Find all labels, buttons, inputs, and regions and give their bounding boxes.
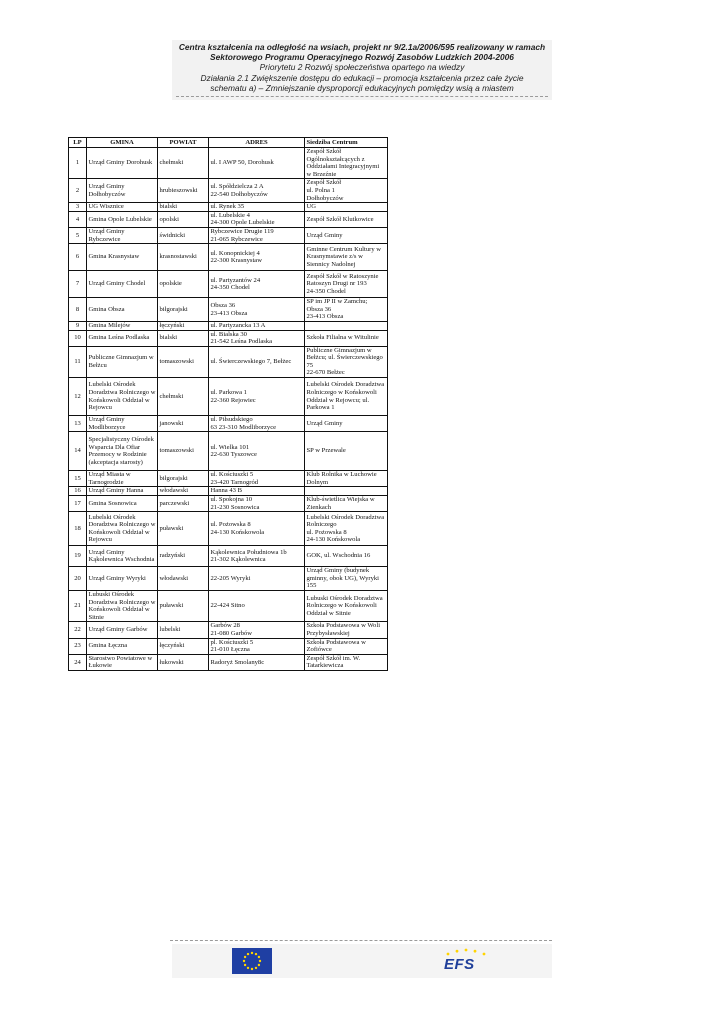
- column-header-lp: LP: [69, 138, 87, 148]
- cell-gmina: Gmina Opole Lubelskie: [87, 211, 158, 227]
- cell-siedziba: Szkoła Podstawowa w Woli Przybysławskiej: [305, 622, 388, 638]
- cell-siedziba: UG: [305, 203, 388, 212]
- cell-powiat: parczewski: [158, 496, 209, 512]
- cell-powiat: bialski: [158, 330, 209, 346]
- cell-powiat: włodawski: [158, 567, 209, 591]
- cell-siedziba: Szkoła Filialna w Witulinie: [305, 330, 388, 346]
- cell-powiat: puławski: [158, 591, 209, 622]
- cell-lp: 9: [69, 321, 87, 330]
- table-row: [69, 546, 388, 567]
- cell-gmina: Urząd Gminy Rybczewice: [87, 227, 158, 243]
- eu-star: [258, 964, 260, 966]
- table-row: [69, 496, 388, 512]
- efs-star: [474, 950, 477, 953]
- table-row: [69, 591, 388, 622]
- cell-gmina: Urząd Gminy Wyryki: [87, 567, 158, 591]
- cell-gmina: Gmina Milejów: [87, 321, 158, 330]
- cell-powiat: opolski: [158, 211, 209, 227]
- cell-siedziba: GOK, ul. Wschodnia 16: [305, 546, 388, 567]
- cell-adres: ul. Partyzantów 24 24-350 Chodel: [209, 271, 305, 298]
- efs-star: [483, 953, 486, 956]
- cell-adres: Rybczewice Drugie 119 21-065 Rybczewice: [209, 227, 305, 243]
- cell-gmina: Starostwo Powiatowe w Łukowie: [87, 654, 158, 670]
- column-header-siedziba: Siedziba Centrum: [305, 138, 388, 148]
- cell-powiat: włodawski: [158, 487, 209, 496]
- eu-star: [247, 967, 249, 969]
- cell-adres: ul. Parkowa 1 22-360 Rejowiec: [209, 378, 305, 416]
- cell-adres: Kąkolewnica Południowa 1b 21-302 Kąkolewnica: [209, 546, 305, 567]
- cell-siedziba: Zespół Szkół im. W. Tatarkiewicza: [305, 654, 388, 670]
- eu-star: [244, 964, 246, 966]
- cell-powiat: biłgorajski: [158, 298, 209, 322]
- cell-siedziba: Szkoła Podstawowa w Zofiówce: [305, 638, 388, 654]
- cell-gmina: Urząd Gminy Modliborzyce: [87, 416, 158, 432]
- table-row: [69, 330, 388, 346]
- cell-gmina: Publiczne Gimnazjum w Bełżcu: [87, 346, 158, 377]
- cell-siedziba: Klub Rolnika w Luchowie Dolnym: [305, 471, 388, 487]
- cell-siedziba: Lubelski Ośrodek Doradztwa Rolniczego ul. Pożowska 8 24-130 Końskowola: [305, 512, 388, 546]
- cell-gmina: Urząd Gminy Chodel: [87, 271, 158, 298]
- table-row: [69, 179, 388, 203]
- efs-logo: [440, 946, 492, 976]
- table-row: [69, 654, 388, 670]
- eu-star: [258, 956, 260, 958]
- column-header-adres: ADRES: [209, 138, 305, 148]
- cell-lp: 18: [69, 512, 87, 546]
- table-row: [69, 512, 388, 546]
- cell-lp: 2: [69, 179, 87, 203]
- table-row: [69, 321, 388, 330]
- cell-powiat: chełmski: [158, 378, 209, 416]
- footer-band: [172, 944, 552, 978]
- cell-adres: 22-205 Wyryki: [209, 567, 305, 591]
- cell-gmina: Urząd Gminy Dorohusk: [87, 148, 158, 179]
- cell-siedziba: Urząd Gminy: [305, 227, 388, 243]
- efs-logo-text: EFS: [444, 956, 475, 973]
- cell-powiat: krasnostawski: [158, 244, 209, 271]
- table-row: [69, 271, 388, 298]
- table-row: [69, 227, 388, 243]
- cell-siedziba: Zespół Szkół Ogólnokształcących z Oddziałami Integracyjnymi w Brzeźnie: [305, 148, 388, 179]
- table-row: [69, 211, 388, 227]
- cell-gmina: Lubelski Ośrodek Doradztwa Rolniczego w Końskowoli Oddział w Rejowcu: [87, 378, 158, 416]
- cell-adres: ul. Pożowska 8 24-130 Końskowola: [209, 512, 305, 546]
- cell-gmina: Urząd Gminy Kąkolewnica Wschodnia: [87, 546, 158, 567]
- cell-powiat: hrubieszowski: [158, 179, 209, 203]
- cell-gmina: Urząd Gminy Dołhobyczów: [87, 179, 158, 203]
- table-header-row: [69, 138, 388, 148]
- table-row: [69, 567, 388, 591]
- footer-divider: [170, 940, 552, 941]
- table-row: [69, 346, 388, 377]
- eu-star: [251, 968, 253, 970]
- header-divider: [176, 96, 548, 97]
- column-header-gmina: GMINA: [87, 138, 158, 148]
- cell-lp: 8: [69, 298, 87, 322]
- cell-lp: 11: [69, 346, 87, 377]
- cell-siedziba: Zespół Szkół ul. Polna 1 Dołhobyczów: [305, 179, 388, 203]
- cell-powiat: lubelski: [158, 622, 209, 638]
- cell-powiat: biłgorajski: [158, 471, 209, 487]
- cell-lp: 4: [69, 211, 87, 227]
- cell-lp: 13: [69, 416, 87, 432]
- cell-lp: 5: [69, 227, 87, 243]
- cell-lp: 12: [69, 378, 87, 416]
- cell-siedziba: SP im JP II w Zamchu; Obsza 36 23-413 Obsza: [305, 298, 388, 322]
- cell-lp: 22: [69, 622, 87, 638]
- header-line-5: schematu a) – Zmniejszanie dysproporcji edukacyjnych pomiędzy wsią a miastem: [210, 82, 514, 93]
- header-line-3: Priorytetu 2 Rozwój społeczeństwa opartego na wiedzy: [259, 62, 465, 73]
- eu-stars: [232, 948, 272, 974]
- table-row: [69, 432, 388, 471]
- cell-siedziba: Zespół Szkół Klutkowice: [305, 211, 388, 227]
- eu-star: [255, 967, 257, 969]
- cell-gmina: Urząd Gminy Hanna: [87, 487, 158, 496]
- cell-lp: 6: [69, 244, 87, 271]
- cell-adres: pl. Kościuszki 5 21-010 Łęczna: [209, 638, 305, 654]
- cell-adres: Hanna 43 B: [209, 487, 305, 496]
- cell-powiat: bialski: [158, 203, 209, 212]
- cell-powiat: puławski: [158, 512, 209, 546]
- eu-star: [244, 956, 246, 958]
- cell-adres: ul. Bialska 30 21-542 Leśna Podlaska: [209, 330, 305, 346]
- cell-siedziba: Gminne Centrum Kultury w Krasnymstawie z/s w Siennicy Nadolnej: [305, 244, 388, 271]
- cell-powiat: chełmski: [158, 148, 209, 179]
- centers-table: [68, 137, 388, 671]
- cell-gmina: UG Wisznice: [87, 203, 158, 212]
- table-row: [69, 244, 388, 271]
- cell-lp: 3: [69, 203, 87, 212]
- eu-flag-icon: [232, 948, 272, 974]
- cell-adres: ul. I AWP 50, Dorohusk: [209, 148, 305, 179]
- cell-powiat: radzyński: [158, 546, 209, 567]
- cell-gmina: Gmina Łęczna: [87, 638, 158, 654]
- cell-siedziba: Lubuski Ośrodek Doradztwa Rolniczego w Końskowoli Oddział w Sitnie: [305, 591, 388, 622]
- table-row: [69, 416, 388, 432]
- cell-gmina: Gmina Obsza: [87, 298, 158, 322]
- cell-siedziba: [305, 487, 388, 496]
- cell-lp: 10: [69, 330, 87, 346]
- eu-star: [247, 953, 249, 955]
- eu-star: [243, 960, 245, 962]
- cell-siedziba: Zespół Szkół w Ratoszynie Ratoszyn Drugi nr 193 24-350 Chodel: [305, 271, 388, 298]
- cell-adres: ul. Konopnickiej 4 22-300 Krasnystaw: [209, 244, 305, 271]
- eu-star: [259, 960, 261, 962]
- cell-gmina: Gmina Sosnowica: [87, 496, 158, 512]
- cell-lp: 17: [69, 496, 87, 512]
- cell-gmina: Gmina Leśna Podlaska: [87, 330, 158, 346]
- cell-adres: ul. Spółdzielcza 2 A 22-540 Dołhobyczów: [209, 179, 305, 203]
- cell-lp: 16: [69, 487, 87, 496]
- table-row: [69, 471, 388, 487]
- cell-adres: ul. Świerczewskiego 7, Bełżec: [209, 346, 305, 377]
- cell-lp: 24: [69, 654, 87, 670]
- cell-adres: Obsza 36 23-413 Obsza: [209, 298, 305, 322]
- cell-adres: Radoryż Smolany8c: [209, 654, 305, 670]
- cell-powiat: łukowski: [158, 654, 209, 670]
- cell-lp: 23: [69, 638, 87, 654]
- cell-adres: Garbów 28 21-080 Garbów: [209, 622, 305, 638]
- cell-adres: ul. Partyzancka 13 A: [209, 321, 305, 330]
- cell-adres: 22-424 Sitno: [209, 591, 305, 622]
- project-header: [172, 42, 552, 93]
- header-line-4: Działania 2.1 Zwiększenie dostępu do edukacji – promocja kształcenia przez całe życie: [200, 72, 524, 83]
- cell-gmina: Urząd Miasta w Tarnogrodzie: [87, 471, 158, 487]
- efs-star: [465, 949, 468, 952]
- cell-powiat: opolskie: [158, 271, 209, 298]
- cell-adres: ul. Lubelskie 4 24-300 Opole Lubelskie: [209, 211, 305, 227]
- cell-powiat: łęczyński: [158, 638, 209, 654]
- column-header-powiat: POWIAT: [158, 138, 209, 148]
- cell-adres: ul. Spokojna 10 21-230 Sosnowica: [209, 496, 305, 512]
- cell-powiat: tomaszowski: [158, 432, 209, 471]
- cell-powiat: łęczyński: [158, 321, 209, 330]
- eu-star: [251, 952, 253, 954]
- cell-siedziba: Publiczne Gimnazjum w Bełżcu; ul. Świerczewskiego 75 22-670 Bełżec: [305, 346, 388, 377]
- header-line-2: Sektorowego Programu Operacyjnego Rozwój Zasobów Ludzkich 2004-2006: [210, 52, 514, 63]
- cell-powiat: janowski: [158, 416, 209, 432]
- cell-siedziba: [305, 321, 388, 330]
- cell-lp: 7: [69, 271, 87, 298]
- cell-powiat: tomaszowski: [158, 346, 209, 377]
- table-body: [69, 148, 388, 671]
- header-line-1: Centra kształcenia na odległość na wsiach, projekt nr 9/2.1a/2006/595 realizowany w ramach: [178, 42, 546, 52]
- cell-gmina: Urząd Gminy Garbów: [87, 622, 158, 638]
- cell-siedziba: Lubelski Ośrodek Doradztwa Rolniczego w Końskowoli Oddział w Rejowcu; ul. Parkowa 1: [305, 378, 388, 416]
- table-row: [69, 622, 388, 638]
- efs-star: [447, 953, 450, 956]
- cell-lp: 14: [69, 432, 87, 471]
- eu-star: [255, 953, 257, 955]
- cell-adres: ul. Rynek 35: [209, 203, 305, 212]
- cell-siedziba: Urząd Gminy: [305, 416, 388, 432]
- cell-powiat: świdnicki: [158, 227, 209, 243]
- cell-siedziba: Klub-świetlica Wiejska w Zienkach: [305, 496, 388, 512]
- table-row: [69, 638, 388, 654]
- cell-lp: 15: [69, 471, 87, 487]
- cell-lp: 19: [69, 546, 87, 567]
- cell-lp: 20: [69, 567, 87, 591]
- cell-gmina: Gmina Krasnystaw: [87, 244, 158, 271]
- cell-gmina: Lubuski Ośrodek Doradztwa Rolniczego w Końskowoli Oddział w Sitnie: [88, 591, 156, 621]
- cell-gmina: Lubelski Ośrodek Doradztwa Rolniczego w Końskowoli Oddział w Rejowcu: [87, 512, 158, 546]
- cell-siedziba: SP w Przewale: [305, 432, 388, 471]
- cell-adres: ul. Wielka 101 22-630 Tyszowce: [209, 432, 305, 471]
- table-row: [69, 298, 388, 322]
- table-row: [69, 487, 388, 496]
- table-row: [69, 203, 388, 212]
- cell-gmina: Specjalistyczny Ośrodek Wsparcia Dla Ofiar Przemocy w Rodzinie (akceptacja starosty): [87, 432, 158, 471]
- table-row: [69, 378, 388, 416]
- cell-siedziba: Urząd Gminy (budynek gminny, obok UG), Wyryki 155: [305, 567, 388, 591]
- table-row: [69, 148, 388, 179]
- cell-adres: ul. Kościuszki 5 23-420 Tarnogród: [209, 471, 305, 487]
- cell-lp: 1: [69, 148, 87, 179]
- cell-lp: 21: [69, 591, 87, 622]
- cell-adres: ul. Piłsudskiego 63 23-310 Modliborzyce: [209, 416, 305, 432]
- efs-star: [456, 950, 459, 953]
